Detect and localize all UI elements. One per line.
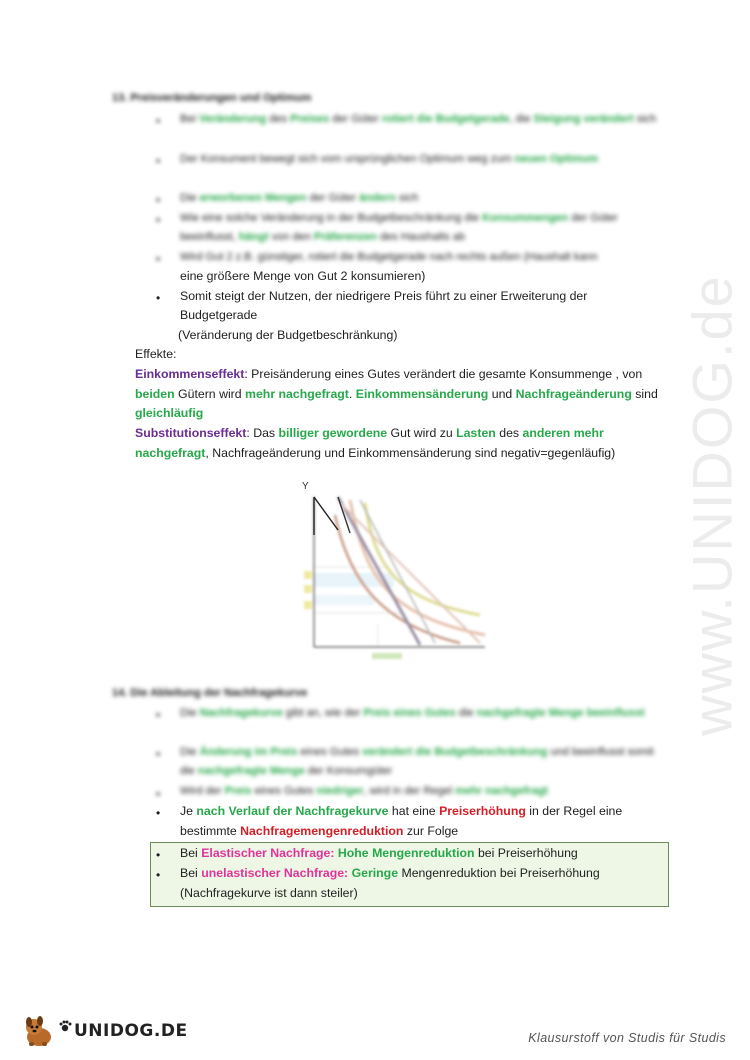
keyword: billiger gewordene [278, 426, 388, 440]
bullet-5-line-1: Wird Gut 2 z.B. günstiger, rotiert die Budgetgerade nach rechts außen (Haushalt kann [180, 251, 598, 263]
keyword: ändern [359, 192, 396, 204]
keyword: Geringe [351, 866, 399, 880]
income-effect-term: Einkommenseffekt [135, 367, 245, 381]
text: und [488, 386, 516, 401]
text: Bei [180, 866, 202, 880]
keyword: nachgefragte Menge beeinflusst [476, 707, 645, 719]
text: zur Folge [403, 823, 459, 838]
keyword: gleichläufig [135, 406, 204, 420]
keyword: Lasten [456, 426, 496, 440]
text: Wird der [180, 785, 225, 797]
bullet-6-line-3: (Veränderung der Budgetbeschränkung) [178, 328, 398, 342]
keyword: Preises [290, 113, 330, 125]
bullet-5-line-2: eine größere Menge von Gut 2 konsumieren) [180, 269, 426, 283]
keyword: nachgefragt [135, 445, 206, 460]
text: Bei [180, 113, 199, 125]
text: Die [180, 192, 200, 204]
keyword: Preis [224, 785, 252, 797]
indifference-curve [365, 503, 480, 615]
label-marker [372, 653, 402, 659]
text: sich [633, 113, 657, 125]
keyword: erworbenen Mengen [199, 192, 307, 204]
keyword: Änderung im Preis [199, 746, 298, 758]
keyword: Veränderung [198, 113, 267, 125]
text: , Nachfrageänderung und Einkommensänderung sind negativ=gegenläufig) [205, 445, 616, 460]
text: , die [509, 113, 534, 125]
keyword: Präferenzen [313, 231, 377, 243]
keyword: Konsummengen [482, 212, 569, 224]
bullet: • [156, 252, 161, 266]
bullet-6-line-2: Budgetgerade [180, 308, 258, 322]
text: Bei [180, 846, 202, 860]
keyword: verändert die Budgetbeschränkung [362, 746, 548, 758]
keyword: Nachfrageänderung [515, 386, 632, 401]
section-13-heading: 13. Preisveränderungen und Optimum [112, 92, 312, 104]
text: der Güter [306, 192, 360, 204]
bullet: • [156, 708, 161, 722]
blurred-bullet-item [180, 209, 670, 247]
keyword: Elastischer Nachfrage [201, 846, 331, 860]
section-14-heading: 14. Die Ableitung der Nachfragekurve [112, 687, 308, 699]
keyword: rotiert die Budgetgerade [381, 113, 510, 125]
keyword: mehr nachgefragt [455, 785, 549, 797]
text: und beeinflusst somit die [180, 746, 654, 777]
keyword: nachgefragte Menge [197, 765, 305, 777]
budget-line [360, 500, 435, 643]
text: des Haushalts ab [376, 231, 465, 243]
keyword: hängt [238, 231, 269, 243]
text: Die [180, 746, 200, 758]
substitution-effect-paragraph [135, 424, 675, 463]
keyword: Einkommensänderung [355, 386, 489, 401]
text: : [330, 846, 338, 860]
text: in der Regel eine [525, 804, 623, 818]
text: sind [631, 386, 658, 401]
keyword: Nachfragekurve [199, 707, 283, 719]
unidog-logo [22, 1015, 188, 1047]
bullet: • [156, 154, 161, 168]
bullet-6-line-1: Somit steigt der Nutzen, der niedrigere Preis führt zu einer Erweiterung der [180, 289, 588, 303]
bullet: • [156, 806, 161, 820]
keyword: Preis eines Gutes [363, 707, 456, 719]
blurred-bullet-item [180, 110, 670, 129]
keyword: Nachfragemengenreduktion [240, 823, 404, 838]
bullet: • [156, 193, 161, 207]
keyword: niedriger [316, 785, 364, 797]
text: Gütern wird [174, 386, 246, 401]
text: Gut wird zu [387, 426, 457, 440]
bullet: • [156, 868, 161, 882]
bullet: • [156, 787, 161, 801]
label-marker [304, 601, 312, 609]
bullet: • [156, 114, 161, 128]
budget-line-diagram [290, 475, 500, 670]
effects-label: Effekte: [135, 347, 177, 361]
text: : Das [246, 426, 279, 440]
text: hat eine [388, 804, 440, 818]
label-marker [304, 571, 312, 579]
keyword: nach Verlauf der Nachfragekurve [196, 804, 389, 818]
footer-tagline: Klausurstoff von Studis für Studis [528, 1031, 726, 1045]
keyword: anderen mehr [522, 426, 604, 440]
text: : [344, 866, 352, 880]
keyword: unelastischer Nachfrage [201, 866, 345, 880]
bullet-3 [180, 782, 670, 801]
text: gibt an, wie der [282, 707, 364, 719]
bullet: • [156, 213, 161, 227]
text: eines Gutes [297, 746, 363, 758]
logo-text: UNIDOG.DE [74, 1021, 188, 1041]
text: (Nachfragekurve ist dann steiler) [180, 885, 358, 900]
text: von den [268, 231, 314, 243]
text: sich [395, 192, 419, 204]
budget-line-start [314, 497, 338, 530]
text: der Konsumgüter [304, 765, 393, 777]
text: der Güter beeinflusst, [180, 212, 618, 243]
text: des [266, 113, 291, 125]
blurred-bullet-item [180, 743, 670, 781]
keyword: Steigung verändert [533, 113, 634, 125]
y-axis-label: Y [302, 481, 309, 492]
text: die [455, 707, 477, 719]
text: : Preisänderung eines Gutes verändert die gesamte Konsummenge , von [244, 367, 643, 381]
text: bestimmte [180, 823, 241, 838]
text: Wie eine solche Veränderung in der Budgetbeschränkung die [180, 212, 483, 224]
income-effect-paragraph [135, 365, 675, 424]
keyword: Preiserhöhung [439, 804, 526, 818]
text: bei Preiserhöhung [474, 846, 578, 860]
text: der Güter [329, 113, 382, 125]
text: eines Gutes [251, 785, 317, 797]
text: Mengenreduktion bei Preiserhöhung [398, 866, 600, 880]
bullet-4 [180, 802, 670, 841]
text: , wird in der Regel [363, 785, 456, 797]
box-item-elastic [180, 844, 670, 864]
text: des [495, 426, 523, 440]
blurred-bullet-item [180, 189, 670, 208]
bullet: • [156, 291, 161, 305]
blurred-bullet-item [180, 150, 670, 169]
keyword: mehr nachgefragt [245, 386, 349, 401]
text: . [348, 386, 356, 401]
watermark: www.UNIDOG.de [680, 274, 744, 736]
substitution-effect-term: Substitutionseffekt [135, 426, 247, 440]
paw-icon [58, 1019, 72, 1033]
bullet: • [156, 848, 161, 862]
dog-icon [22, 1015, 56, 1047]
bullet: • [156, 747, 161, 761]
keyword: Hohe Mengenreduktion [337, 846, 475, 860]
text: Der Konsument bewegt sich vom ursprünglichen Optimum weg zum [180, 153, 515, 165]
keyword: neuen Optimum [514, 153, 599, 165]
highlight-band [314, 595, 374, 605]
keyword: beiden [135, 386, 175, 401]
text: Je [180, 804, 197, 818]
label-marker [304, 585, 312, 593]
blurred-bullet-item [180, 704, 670, 723]
text: Die [180, 707, 200, 719]
box-item-inelastic [180, 864, 670, 903]
